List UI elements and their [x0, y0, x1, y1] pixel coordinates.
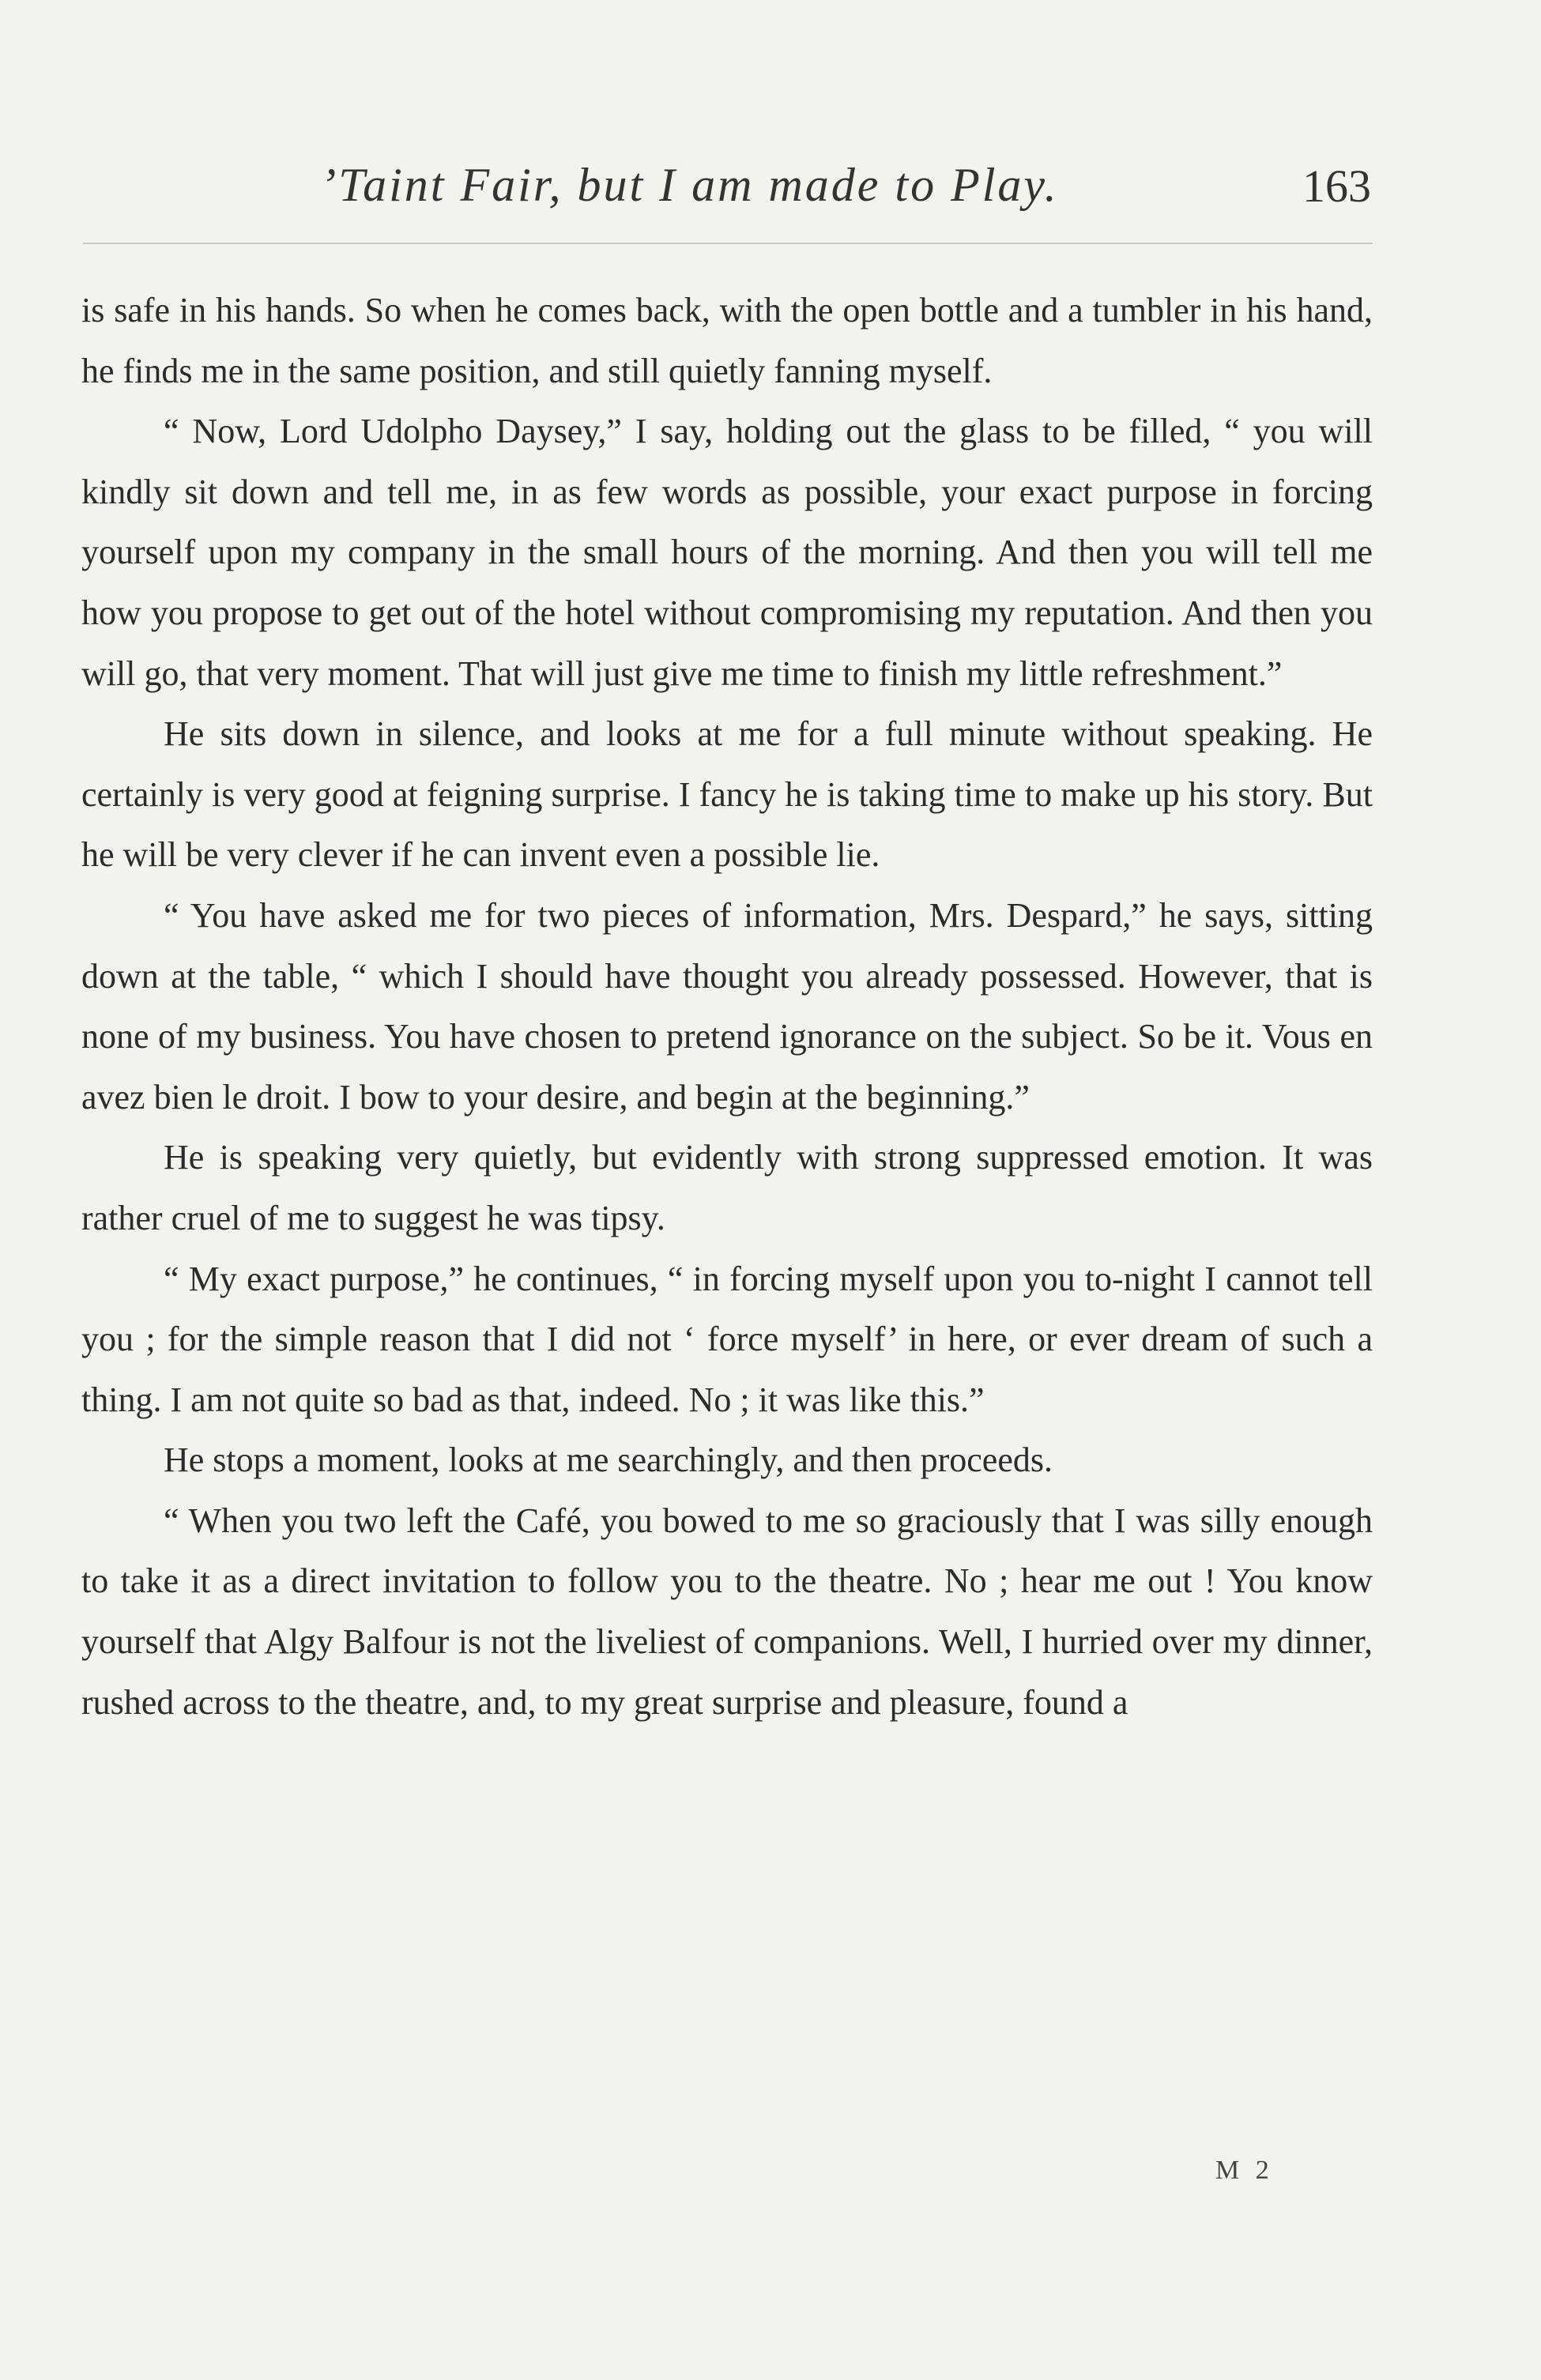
paragraph: “ You have asked me for two pieces of information, Mrs. Despard,” he says, sitting down at the table, “ which I should have thought you already possessed. However, that is none of my business. You have chosen to pretend ignorance on the subject. So be it. Vous en avez bien le droit. I bow to your desire, and begin at the beginning.”	[81, 895, 1373, 1117]
paragraph: “ Now, Lord Udolpho Daysey,” I say, holding out the glass to be filled, “ you will kindly sit down and tell me, in as few words as possible, your exact purpose in forcing yourself upon my company in the small hours of the morning. And then you will tell me how you propose to get out of the hotel without compromising my reputation. And then you will go, that very moment. That will just give me time to finish my little refreshment.”	[81, 412, 1373, 693]
paragraph: He stops a moment, looks at me searchingly, and then proceeds.	[164, 1440, 1053, 1480]
page-header	[0, 158, 1541, 221]
paragraph: “ My exact purpose,” he continues, “ in forcing myself upon you to-night I cannot tell you ; for the simple reason that I did not ‘ force myself’ in here, or ever dream of such a thing. I am not quite so bad as that, indeed. No ; it was like this.”	[81, 1259, 1373, 1419]
paragraph: “ When you two left the Café, you bowed to me so graciously that I was silly enough to take it as a direct invitation to follow you to the theatre. No ; hear me out ! You know yourself that Algy Balfour is not the liveliest of companions. Well, I hurried over my dinner, rushed across to the theatre, and, to my great surprise and pleasure, found a	[81, 1501, 1373, 1722]
page-number: 163	[1302, 160, 1371, 212]
running-title: ’Taint Fair, but I am made to Play.	[320, 159, 1059, 211]
header-rule	[83, 243, 1373, 244]
body-text	[81, 281, 1373, 1733]
paragraph: He is speaking very quietly, but evidently with strong suppressed emotion. It was rather cruel of me to suggest he was tipsy.	[81, 1138, 1373, 1237]
signature-mark: M 2	[1215, 2156, 1274, 2185]
paragraph: He sits down in silence, and looks at me for a full minute without speaking. He certainly is very good at feigning surprise. I fancy he is taking time to make up his story. But he will be very clever if he can invent even a possible lie.	[81, 714, 1373, 875]
paragraph: is safe in his hands. So when he comes back, with the open bottle and a tumbler in his hand, he finds me in the same position, and still quietly fanning myself.	[81, 291, 1373, 390]
